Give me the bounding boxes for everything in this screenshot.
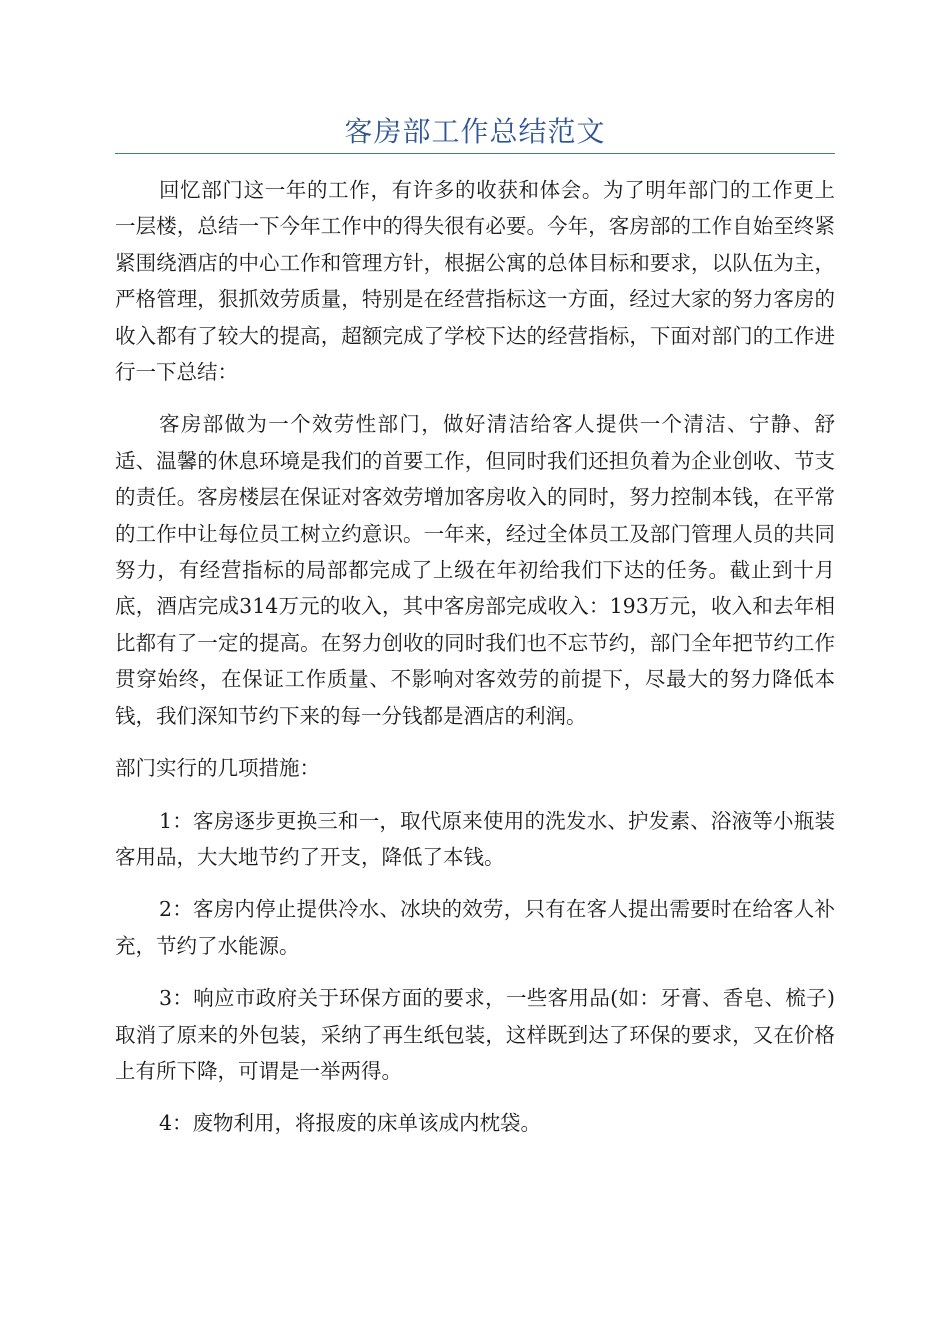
title-underline (115, 153, 835, 154)
measures-heading: 部门实行的几项措施： (115, 756, 320, 781)
measure-item-2: 2：客房内停止提供冷水、冰块的效劳，只有在客人提出需要时在给客人补充，节约了水能源。 (115, 897, 835, 958)
measure-item-3: 3：响应市政府关于环保方面的要求，一些客用品(如：牙膏、香皂、梳子)取消了原来的外包装，采纳了再生纸包装，这样既到达了环保的要求，又在价格上有所下降，可谓是一举两得。 (115, 986, 835, 1083)
paragraph-revenue: 客房部做为一个效劳性部门，做好清洁给客人提供一个清洁、宁静、舒适、温馨的休息环境是我们的首要工作，但同时我们还担负着为企业创收、节支的责任。客房楼层在保证对客效劳增加客房收入的同时，努力控制本钱，在平常的工作中让每位员工树立约意识。一年来，经过全体员工及部门管理人员的共同努力，有经营指标的局部都完成了上级在年初给我们下达的任务。截止到十月底，酒店完成314万元的收入，其中客房部完成收入：193万元，收入和去年相比都有了一定的提高。在努力创收的同时我们也不忘节约，部门全年把节约工作贯穿始终，在保证工作质量、不影响对客效劳的前提下，尽最大的努力降低本钱，我们深知节约下来的每一分钱都是酒店的利润。 (115, 412, 835, 728)
measure-item-4: 4：废物利用，将报废的床单该成内枕袋。 (159, 1111, 542, 1136)
measure-item-1: 1：客房逐步更换三和一，取代原来使用的洗发水、护发素、浴液等小瓶装客用品，大大地节约了开支，降低了本钱。 (115, 808, 835, 869)
document-title: 客房部工作总结范文 (344, 115, 606, 148)
document-body (115, 172, 835, 1158)
paragraph-intro: 回忆部门这一年的工作，有许多的收获和体会。为了明年部门的工作更上一层楼，总结一下今年工作中的得失很有必要。今年，客房部的工作自始至终紧紧围绕酒店的中心工作和管理方针，根据公寓的总体目标和要求，以队伍为主，严格管理，狠抓效劳质量，特别是在经营指标这一方面，经过大家的努力客房的收入都有了较大的提高，超额完成了学校下达的经营指标，下面对部门的工作进行一下总结： (115, 178, 835, 385)
